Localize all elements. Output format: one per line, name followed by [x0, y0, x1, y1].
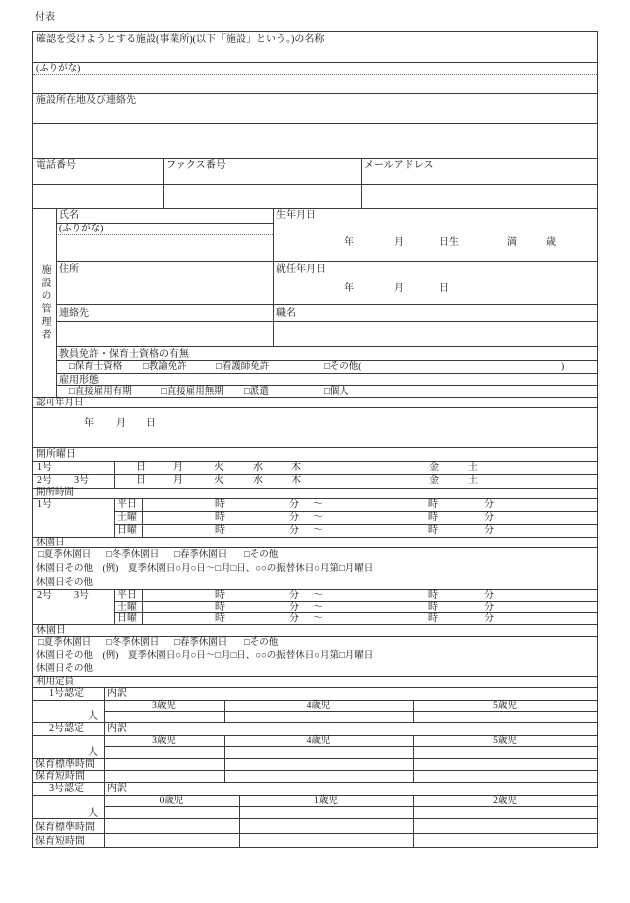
- furigana-dotted-line: [33, 74, 597, 75]
- furigana-dotted-line: [56, 234, 273, 235]
- day-label: 火: [214, 462, 224, 473]
- minute-unit: 分: [289, 590, 299, 601]
- license-section-label: 教員免許・保育士資格の有無: [59, 349, 189, 360]
- grid-line: [33, 407, 597, 408]
- day-label: 水: [253, 475, 263, 486]
- grid-line: [33, 447, 597, 448]
- grid-line: [33, 62, 597, 63]
- email-label: メールアドレス: [364, 160, 434, 171]
- tilde-separator: ～: [313, 602, 323, 613]
- hour-unit: 時: [428, 613, 438, 624]
- employment-option-fixed: □直接雇用有期: [69, 387, 132, 397]
- license-option-other: □その他(: [324, 362, 362, 372]
- standard-time-label: 保育標準時間: [35, 759, 95, 770]
- grid-line: [163, 158, 164, 208]
- day-label: 木: [291, 475, 301, 486]
- appt-day-unit: 日: [439, 283, 449, 294]
- day-label: 日: [136, 462, 146, 473]
- closed-example-text: 休園日その他 (例) 夏季休園日○月○日～□月□日、○○の振替休日○月第□月曜日: [36, 651, 374, 661]
- age-header: 5歳児: [493, 701, 517, 711]
- approval-date-label: 認可年月日: [36, 398, 84, 408]
- day-label: 金: [429, 475, 439, 486]
- grid-line: [104, 806, 597, 807]
- grid-line: [33, 474, 597, 475]
- hour-unit: 時: [428, 525, 438, 536]
- closed-days-label: 休園日: [36, 625, 66, 636]
- grid-line: [33, 184, 597, 185]
- cert3-label: 3号認定: [49, 783, 84, 794]
- cert1-label: 1号認定: [49, 688, 84, 699]
- capacity-label: 利用定員: [36, 677, 75, 687]
- hour-unit: 時: [215, 602, 225, 613]
- grid-line: [33, 537, 597, 538]
- age-header: 4歳児: [306, 736, 331, 746]
- manager-birth-label: 生年月日: [276, 210, 316, 221]
- birth-year-unit: 年: [344, 237, 354, 248]
- license-option-kangoshi: □看護師免許: [216, 362, 270, 372]
- license-option-kyouyu: □教諭免許: [143, 362, 187, 372]
- closed-option-spring: □春季休園日: [174, 550, 228, 560]
- tilde-separator: ～: [313, 512, 323, 523]
- grid-line: [114, 612, 597, 613]
- grid-line: [104, 746, 597, 747]
- detail-label: 内訳: [107, 688, 127, 699]
- daytype-weekday: 平日: [117, 499, 137, 510]
- short-time-label: 保育短時間: [35, 836, 85, 847]
- manager-furigana-label: (ふりがな): [59, 224, 104, 234]
- grid-line: [33, 818, 597, 819]
- age-header: 5歳児: [493, 736, 517, 746]
- appt-month-unit: 月: [394, 283, 404, 294]
- grid-line: [56, 321, 597, 322]
- daytype-sunday: 日曜: [117, 525, 137, 536]
- grid-line: [33, 624, 597, 625]
- phone-label: 電話番号: [36, 160, 76, 171]
- grid-line: [33, 488, 597, 489]
- grid-line: [56, 373, 597, 374]
- open-hours-block2-label-a: 2号: [37, 590, 52, 601]
- grid-line: [114, 461, 115, 488]
- tilde-separator: ～: [313, 590, 323, 601]
- unit-persons-label: 人: [88, 808, 98, 819]
- tilde-separator: ～: [313, 525, 323, 536]
- fax-label: ファクス番号: [166, 160, 226, 171]
- tilde-separator: ～: [313, 613, 323, 624]
- hour-unit: 時: [215, 590, 225, 601]
- grid-line: [33, 636, 597, 637]
- closed-days-label: 休園日: [36, 538, 65, 548]
- birth-dayborn-unit: 日生: [439, 237, 459, 248]
- manager-contact-label: 連絡先: [59, 308, 89, 319]
- grid-line: [104, 711, 597, 712]
- age-header: 0歳児: [159, 796, 184, 806]
- day-label: 木: [291, 462, 301, 473]
- grid-line: [142, 498, 143, 537]
- grid-line: [361, 158, 362, 208]
- standard-time-label: 保育標準時間: [35, 822, 95, 833]
- minute-unit: 分: [289, 512, 299, 523]
- minute-unit: 分: [484, 525, 494, 536]
- unit-persons-label: 人: [88, 711, 98, 722]
- open-days-label: 開所曜日: [36, 449, 76, 460]
- minute-unit: 分: [484, 512, 494, 523]
- minute-unit: 分: [289, 499, 299, 510]
- minute-unit: 分: [484, 613, 494, 624]
- day-label: 月: [173, 475, 183, 486]
- facility-name-label: 確認を受けようとする施設(事業所)(以下「施設」という。)の名称: [36, 34, 325, 45]
- tilde-separator: ～: [313, 499, 323, 510]
- grid-line: [114, 601, 597, 602]
- grid-line: [33, 676, 597, 677]
- minute-unit: 分: [289, 525, 299, 536]
- day-label: 金: [429, 462, 439, 473]
- age-header: 2歳児: [493, 796, 517, 806]
- manager-name-label: 氏名: [59, 210, 79, 221]
- minute-unit: 分: [289, 602, 299, 613]
- open-days-row2-label-b: 3号: [74, 475, 89, 486]
- birth-full-unit: 満: [507, 237, 517, 248]
- age-header: 3歳児: [152, 736, 176, 746]
- grid-line: [104, 687, 105, 848]
- hour-unit: 時: [428, 590, 438, 601]
- birth-age-unit: 歳: [546, 237, 556, 248]
- open-days-row1-label: 1号: [37, 462, 52, 473]
- grid-line: [56, 360, 597, 361]
- grid-line: [33, 758, 597, 759]
- grid-line: [114, 524, 597, 525]
- page-title: 付表: [35, 12, 55, 23]
- closed-option-other: □その他: [244, 550, 279, 560]
- closed-option-winter: □冬季休園日: [106, 550, 160, 560]
- facility-furigana-label: (ふりがな): [36, 64, 81, 74]
- closed-option-other: □その他: [244, 638, 279, 648]
- minute-unit: 分: [484, 602, 494, 613]
- grid-line: [142, 589, 143, 624]
- hour-unit: 時: [428, 499, 438, 510]
- age-header: 4歳児: [306, 701, 331, 711]
- grid-line: [56, 346, 597, 347]
- minute-unit: 分: [289, 613, 299, 624]
- daytype-saturday: 土曜: [117, 512, 137, 523]
- detail-label: 内訳: [107, 723, 127, 734]
- day-label: 火: [214, 475, 224, 486]
- facility-address-label: 施設所在地及び連絡先: [36, 95, 136, 106]
- grid-line: [33, 833, 597, 834]
- hour-unit: 時: [428, 512, 438, 523]
- closed-other-label: 休園日その他: [36, 578, 94, 588]
- closed-option-summer: □夏季休園日: [38, 550, 92, 560]
- appt-year-unit: 年: [344, 283, 354, 294]
- manager-jobtitle-label: 職名: [276, 308, 296, 319]
- closed-option-winter: □冬季休園日: [106, 638, 160, 648]
- day-label: 土: [468, 462, 478, 473]
- grid-line: [114, 498, 115, 537]
- closed-example-text: 休園日その他 (例) 夏季休園日○月○日～□月□日、○○の振替休日○月第□月曜日: [36, 564, 374, 574]
- birth-month-unit: 月: [394, 237, 404, 248]
- age-header: 1歳児: [314, 796, 338, 806]
- approval-month-unit: 月: [116, 418, 126, 429]
- grid-line: [33, 158, 597, 159]
- grid-line: [56, 385, 597, 386]
- grid-line: [33, 397, 597, 398]
- minute-unit: 分: [484, 590, 494, 601]
- hour-unit: 時: [215, 613, 225, 624]
- manager-section-label: 施設の管理者: [39, 263, 50, 342]
- age-header: 3歳児: [152, 701, 176, 711]
- closed-option-spring: □春季休園日: [174, 638, 228, 648]
- detail-label: 内訳: [107, 783, 127, 794]
- open-days-row2-label-a: 2号: [37, 475, 52, 486]
- employment-option-haken: □派遣: [244, 387, 269, 397]
- hour-unit: 時: [215, 499, 225, 510]
- open-hours-block2-label-b: 3号: [74, 590, 89, 601]
- employment-option-indefinite: □直接雇用無期: [161, 387, 224, 397]
- grid-line: [273, 208, 274, 346]
- cert2-label: 2号認定: [49, 723, 84, 734]
- employment-option-individual: □個人: [324, 387, 349, 397]
- closed-option-summer: □夏季休園日: [38, 638, 92, 648]
- daytype-sunday: 日曜: [117, 613, 137, 624]
- manager-address-label: 住所: [59, 264, 79, 275]
- hour-unit: 時: [215, 512, 225, 523]
- hour-unit: 時: [428, 602, 438, 613]
- license-option-hoikushi: □保育士資格: [69, 362, 123, 372]
- grid-line: [56, 261, 597, 262]
- grid-line: [33, 461, 597, 462]
- approval-year-unit: 年: [84, 418, 94, 429]
- day-label: 月: [173, 462, 183, 473]
- daytype-saturday: 土曜: [117, 602, 137, 613]
- day-label: 土: [468, 475, 478, 486]
- daytype-weekday: 平日: [117, 590, 137, 601]
- hour-unit: 時: [215, 525, 225, 536]
- grid-line: [114, 511, 597, 512]
- grid-line: [33, 123, 597, 124]
- closed-other-label: 休園日その他: [36, 664, 94, 674]
- grid-line: [114, 589, 115, 624]
- open-hours-block1-label: 1号: [37, 499, 52, 510]
- approval-day-unit: 日: [146, 418, 156, 429]
- minute-unit: 分: [484, 499, 494, 510]
- manager-section-label-cell: [34, 208, 55, 397]
- grid-line: [56, 304, 597, 305]
- short-time-label: 保育短時間: [35, 771, 85, 782]
- grid-line: [33, 547, 597, 548]
- day-label: 日: [136, 475, 146, 486]
- license-option-other-close: ): [561, 362, 565, 372]
- grid-line: [56, 208, 57, 397]
- open-hours-label: 開所時間: [36, 488, 75, 498]
- grid-line: [33, 770, 597, 771]
- employment-section-label: 雇用形態: [59, 375, 99, 386]
- grid-line: [33, 208, 597, 209]
- unit-persons-label: 人: [88, 747, 98, 758]
- form-table: [32, 31, 598, 848]
- grid-line: [33, 93, 597, 94]
- appointment-label: 就任年月日: [276, 264, 326, 275]
- day-label: 水: [253, 462, 263, 473]
